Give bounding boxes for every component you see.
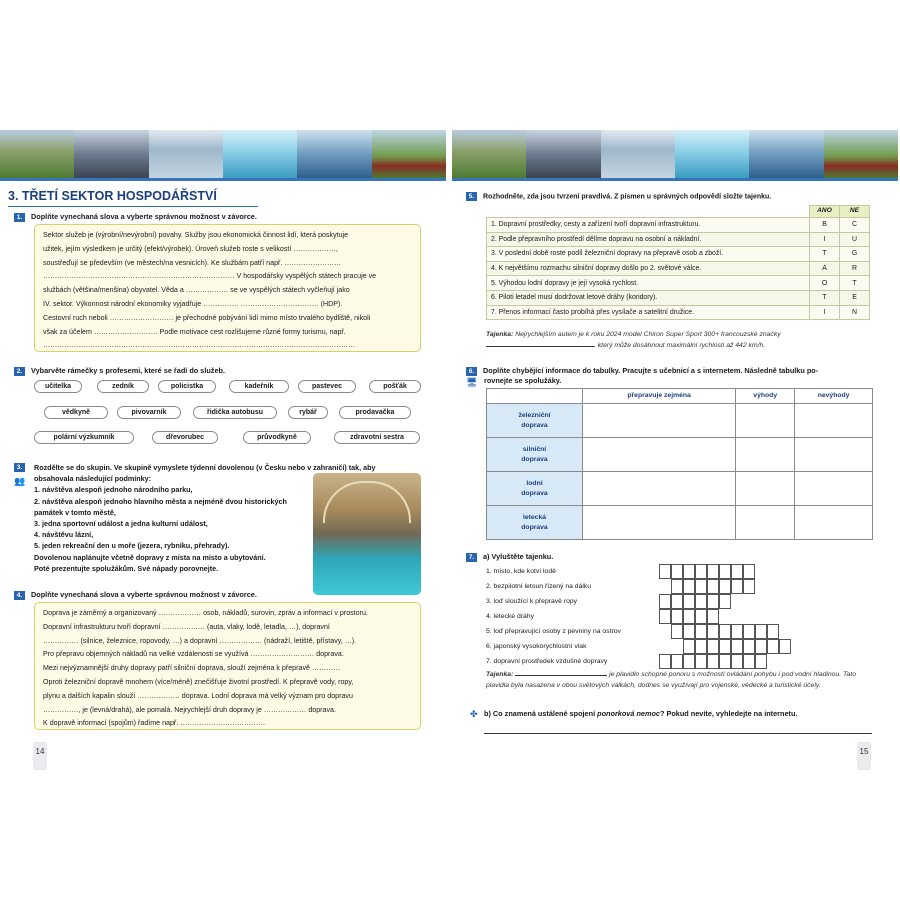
task7b-title: b) Co znamená ustálené spojení ponorková nemoc? Pokud nevíte, vyhledejte na internetu. (484, 709, 798, 718)
crossword-cell[interactable] (707, 579, 719, 594)
crossword-cell[interactable] (707, 654, 719, 669)
profession-pill[interactable]: zedník (97, 380, 149, 393)
task1-line: službách (většina/menšina) obyvatel. Věda a ……………… se ve vyspělých státech vyčleňují jako (43, 286, 350, 295)
crossword-cell[interactable] (719, 639, 731, 654)
table-row: 6. Piloti letadel musí dodržovat letové dráhy (koridory). T E (487, 290, 870, 305)
crossword-cell[interactable] (671, 609, 683, 624)
table-row: 2. Podle přepravního prostředí dělíme dopravu na osobní a nákladní. I U (487, 232, 870, 247)
table-row: 4. K největšímu rozmachu silniční dopravy došlo po 2. světové válce. A R (487, 261, 870, 276)
profession-pill[interactable]: dřevorubec (152, 431, 218, 444)
table-row: lodní doprava (487, 472, 873, 506)
task1-line: však za účelem ……………………… Podle motivace cest rozlišujeme různé formy turismu, např. (43, 327, 346, 336)
profession-pill[interactable]: pivovarník (117, 406, 181, 419)
table-row: železniční doprava (487, 404, 873, 438)
crossword-cell[interactable] (767, 624, 779, 639)
crossword-cell[interactable] (731, 639, 743, 654)
task1-line: užitek, jejím výsledkem je určitý (efekt/výrobek). Úroveň služeb roste s velikostí ………………, (43, 244, 338, 253)
true-false-table: ANO NE 1. Dopravní prostředky, cesty a zařízení tvoří dopravní infrastrukturu. B C 2. Podle přepravního prostředí dělíme dopravu na osobní a nákladní. I U 3. V poslední době roste podíl železniční dopravy na přepravě osob a zboží. T G 4. K největšímu rozmachu silniční dopravy došlo po 2. světové válce. A R 5. Výhodou lodní dopravy je její vysoká rychlost. O T 6. Piloti letadel musí dodržovat letové dráhy (koridory). T E 7. Přenos informací často probíhá přes vysílače a satelitní družice. I N (486, 205, 870, 320)
crossword-cell[interactable] (707, 609, 719, 624)
task2-title: 2. Vybarvěte rámečky s profesemi, které se řadí do služeb. (14, 366, 225, 376)
task3-text: Rozdělte se do skupin. Ve skupině vymyslete týdenní dovolenou (v Česku nebo v zahraničí) tak, aby obsahovala následující podmínky: 1. návštěva alespoň jednoho národního parku, 2. návštěva alespoň jednoho hlavního města a nejméně dvou historických památek v tomto městě, 3. jedna sportovní událost a jedna kulturní událost, 4. návštěvu lázní, 5. jeden rekreační den u moře (jezera, rybníku, přehrady). Dovolenou naplánujte včetně dopravy z místa na místo a ubytování. Poté prezentujte spolužákům. Své nápady porovnejte. (34, 463, 376, 573)
task1-line: IV. sektor. Výkonnost národní ekonomiky vyjadřuje …………… …………………………… (HDP). (43, 299, 343, 308)
task4-line: ……………, je (levná/drahá), ale pomalá. Nejrychlejší druh dopravy je ……………… doprava. (43, 705, 336, 714)
crossword-cell[interactable] (659, 609, 671, 624)
task1-line: Cestovní ruch neboli ……………………… je přechodné pobývání lidí mimo místo trvalého bydliště, nikoli (43, 313, 371, 322)
profession-pill[interactable]: polární výzkumník (34, 431, 134, 444)
task6-title: 6. Doplňte chybějící informace do tabulky. Pracujte s učebnicí a s internetem. Následně tabulku po- rovnejte se spolužáky. (466, 366, 876, 386)
task4-title: 4. Doplňte vynechaná slova a vyberte správnou možnost v závorce. (14, 590, 257, 600)
profession-pill[interactable]: vědkyně (44, 406, 108, 419)
task1-line: ……………………………………………………………………… V hospodářsky vyspělých státech pracuje ve (43, 272, 377, 281)
task7-title: 7. a) Vyluštěte tajenku. (466, 552, 553, 562)
task4-line: Mezi nejvýznamnější druhy dopravy patří silniční doprava, slouží zejména k přepravě ………… (43, 664, 341, 673)
crossword-cell[interactable] (671, 564, 683, 579)
group-work-icon: 👥 (14, 476, 26, 486)
crossword-cell[interactable] (743, 564, 755, 579)
crossword-cell[interactable] (719, 564, 731, 579)
crossword-cell[interactable] (731, 654, 743, 669)
task1-title: 1. Doplňte vynechaná slova a vyberte správnou možnost v závorce. (14, 212, 257, 222)
page-number: 14 (33, 742, 47, 770)
crossword-cell[interactable] (719, 579, 731, 594)
task4-line: Pro přepravu objemných nákladů na velké vzdálenosti se využívá ……………………… doprava. (43, 650, 344, 659)
task4-line: Oproti železniční dopravě mnohem (více/méně) znečišťuje životní prostředí. K přepravě vody, ropy, (43, 677, 354, 686)
table-row: 5. Výhodou lodní dopravy je její vysoká rychlost. O T (487, 276, 870, 291)
crossword-cell[interactable] (683, 609, 695, 624)
task1-line: …………………………………………………………………………………………………………………… (43, 341, 356, 350)
crossword-cell[interactable] (731, 579, 743, 594)
crossword-cell[interactable] (695, 579, 707, 594)
transport-table: přepravuje zejména výhody nevýhody železniční doprava silniční doprava lodní doprava letecká doprava (486, 388, 873, 540)
task4-fill-box (34, 602, 421, 730)
task5-secret-note: Tajenka: Nejrychlejším autem je k roku 2024 model Chiron Super Sport 300+ francouzské značky , který může dosáhnout maximální rychlosti až 442 km/h. (486, 331, 781, 349)
crossword-cell[interactable] (755, 639, 767, 654)
secret-answer-line[interactable] (515, 675, 607, 676)
crossword-cell[interactable] (671, 654, 683, 669)
crossword-cell[interactable] (683, 639, 695, 654)
task7-secret-note: Tajenka: je plavidlo schopné ponoru s možností ovládání pohybu i pod vodní hladinou. Tato plavidla byla nasazena v obou světových válkách, dodnes se využívají pro vojenské, vědecké a turistické účely. (486, 671, 856, 689)
profession-pill[interactable]: učitelka (34, 380, 82, 393)
secret-answer-line[interactable] (486, 346, 594, 347)
crossword-cell[interactable] (671, 594, 683, 609)
crossword-cell[interactable] (695, 609, 707, 624)
task1-line: soustřeďují se především (ve městech/na vesnicích). Ke službám patří např. …………………… (43, 258, 342, 267)
crossword-cell[interactable] (779, 639, 791, 654)
crossword-cell[interactable] (683, 594, 695, 609)
crossword-cell[interactable] (719, 624, 731, 639)
profession-pill[interactable]: zdravotní sestra (334, 431, 420, 444)
crossword-cell[interactable] (731, 564, 743, 579)
task1-fill-box (34, 224, 421, 352)
table-row: 3. V poslední době roste podíl železniční dopravy na přepravě osob a zboží. T G (487, 247, 870, 262)
task4-line: K dopravě informací (spojům) řadíme např. ……………………………… (43, 719, 266, 728)
crossword-cell[interactable] (695, 639, 707, 654)
spa-pool-photo (313, 473, 421, 595)
crossword-cell[interactable] (707, 624, 719, 639)
crossword-cell[interactable] (755, 624, 767, 639)
crossword-cell[interactable] (659, 564, 671, 579)
answer-line[interactable] (484, 733, 872, 734)
profession-pill[interactable]: rybář (288, 406, 328, 419)
table-row: 7. Přenos informací často probíhá přes vysílače a satelitní družice. I N (487, 305, 870, 320)
task5-title: 5. Rozhodněte, zda jsou tvrzení pravdivá. Z písmen u správných odpovědí složte tajenku. (466, 192, 771, 202)
crossword-cell[interactable] (695, 624, 707, 639)
banner-divider (0, 178, 446, 181)
crossword-cell[interactable] (671, 624, 683, 639)
crossword-clues: 1. místo, kde kotví lodě 2. bezpilotní letoun řízený na dálku 3. loď sloužící k přepravě ropy 4. letecké dráhy 5. loď přepravující osoby z pevniny na ostrov 6. japonský vysokorychlostní vlak 7. dopravní prostředek vzdušné dopravy (486, 568, 621, 665)
banner-divider (452, 178, 898, 181)
profession-pill[interactable]: řidička autobusu (193, 406, 277, 419)
task4-line: Dopravní infrastrukturu tvoří dopravní ……………… (auta, vlaky, lodě, letadla, …), dopravní (43, 622, 330, 631)
crossword-cell[interactable] (767, 639, 779, 654)
task4-line: …………… (silnice, železnice, ropovody, …) a dopravní ……………… (nádraží, letiště, přístavy, …). (43, 636, 357, 645)
left-page (0, 130, 446, 770)
crossword-cell[interactable] (743, 639, 755, 654)
crossword-cell[interactable] (695, 564, 707, 579)
crossword-cell[interactable] (683, 654, 695, 669)
section-heading: 3. TŘETÍ SEKTOR HOSPODÁŘSTVÍ (8, 188, 258, 207)
crossword-cell[interactable] (695, 654, 707, 669)
crossword-cell[interactable] (707, 594, 719, 609)
crossword-cell[interactable] (695, 594, 707, 609)
task4-line: Doprava je záměrný a organizovaný ……………… osob, nákladů, surovin, zpráv a informací v prostoru. (43, 609, 368, 617)
table-row: letecká doprava (487, 506, 873, 540)
crossword-cell[interactable] (719, 654, 731, 669)
task3-number: 3. (14, 462, 31, 472)
table-row: silniční doprava (487, 438, 873, 472)
internet-icon: 🖥 (466, 377, 478, 387)
profession-pill[interactable]: průvodkyně (243, 431, 311, 444)
crossword-cell[interactable] (707, 564, 719, 579)
page-number: 15 (857, 742, 871, 770)
table-row: 1. Dopravní prostředky, cesty a zařízení tvoří dopravní infrastrukturu. B C (487, 218, 870, 233)
crossword-cell[interactable] (683, 579, 695, 594)
task1-line: Sektor služeb je (výrobní/nevýrobní) povahy. Služby jsou ekonomická činnost lidí, která poskytuje (43, 231, 349, 239)
crossword-cell[interactable] (755, 654, 767, 669)
crossword-cell[interactable] (683, 624, 695, 639)
task4-line: plynu a dalších kapalin slouží ……………… doprava. Lodní doprava má velký význam pro dopravu (43, 691, 353, 700)
crossword-cell[interactable] (743, 579, 755, 594)
right-page (452, 130, 898, 770)
puzzle-icon: ✤ (470, 709, 478, 719)
crossword-cell[interactable] (671, 579, 683, 594)
crossword-cell[interactable] (731, 624, 743, 639)
profession-pill[interactable]: kadeřník (229, 380, 289, 393)
task-number: 1. (14, 213, 25, 222)
banner-photo-strip (0, 130, 446, 178)
profession-pill[interactable]: prodavačka (339, 406, 411, 419)
banner-photo-strip (452, 130, 898, 178)
profession-pills (0, 380, 446, 450)
profession-pill[interactable]: pastevec (298, 380, 356, 393)
crossword-cell[interactable] (719, 594, 731, 609)
profession-pill[interactable]: policistka (158, 380, 216, 393)
crossword-cell[interactable] (743, 624, 755, 639)
crossword-cell[interactable] (659, 594, 671, 609)
crossword-cell[interactable] (707, 639, 719, 654)
crossword-cell[interactable] (683, 564, 695, 579)
crossword-cell[interactable] (659, 654, 671, 669)
profession-pill[interactable]: pošťák (369, 380, 421, 393)
crossword-cell[interactable] (743, 654, 755, 669)
